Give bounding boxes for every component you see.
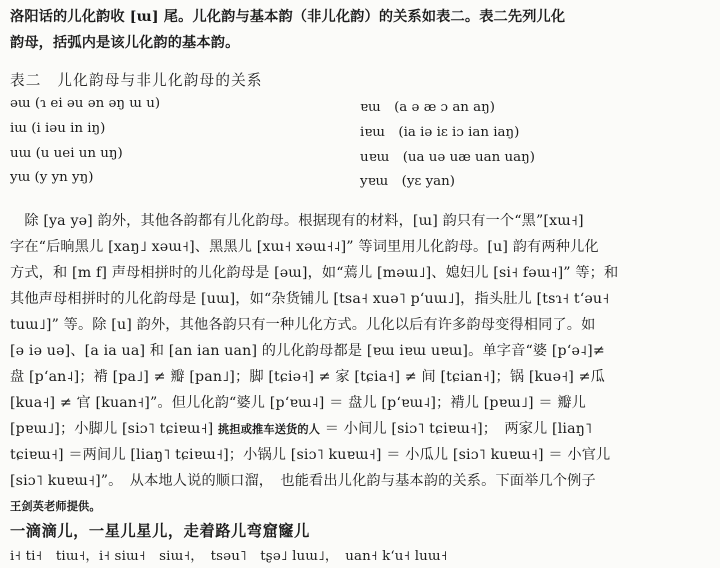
body-line: [kua˧] ≠ 官 [kuan˧]”。但儿化韵“婆儿 [pʻɐɯ˨] ＝ 盘儿 [pʻɐɯ˨]；褙儿 [pɐɯ˩] ＝ 瓣儿 [10,395,586,411]
table-cell-right: uɐɯ (ua uə uæ uan uaŋ) [360,150,536,165]
body-line [10,418,710,438]
table-cell-left: əɯ (ɿ ei əu ən əŋ ɯ u) [10,96,161,111]
table-row [10,121,710,143]
table-cell-left: uɯ (u uei un uŋ) [10,146,123,161]
body-line: 字在“后晌黑儿 [xaŋ˩ xəɯ˧]、黑黑儿 [xɯ˧ xəɯ˧˨]” 等词里用儿化韵母。[u] 韵有两种儿化 [10,239,599,255]
example-ipa: i˧ ti˧ tiɯ˧，i˧ siɯ˧ siɯ˧， tsəu˥ tʂə˩ luɯ˩， uan˧ kʻu˧ luɯ˧ [10,549,448,564]
example-hanzi: 一滴滴儿，一星儿星儿，走着路儿弯窟窿儿 [10,522,310,540]
table-cell-left: iɯ (i iəu in iŋ) [10,121,106,136]
body-line: 除 [ya yə] 韵外，其他各韵都有儿化韵母。根据现有的材料，[ɯ] 韵只有一个“黑”[xɯ˧] [10,213,584,229]
body-line: [siɔ˥ kuɐɯ˧]”。 从本地人说的顺口溜， 也能看出儿化韵与基本韵的关系。下面举几个例子 [10,473,596,489]
body-line-part: ＝ 小间儿 [siɔ˥ tɕiɐɯ˧]； 两家儿 [liaŋ˥ [324,421,593,437]
intro-line-2: 韵母，括弧内是该儿化韵的基本韵。 [10,35,240,51]
body-line: tuɯ˩]” 等。除 [u] 韵外，其他各韵只有一种儿化方式。儿化以后有许多韵母变得相同了。如 [10,317,596,333]
table-row [10,96,710,118]
body-line: 盘 [pʻan˨]；褙 [pa˩] ≠ 瓣 [pan˩]；脚 [tɕiə˧] ≠ 家 [tɕia˧] ≠ 间 [tɕian˧]；锅 [kuə˧] ≠瓜 [10,369,606,385]
intro-line-1: 洛阳话的儿化韵收 [ɯ] 尾。儿化韵与基本韵（非儿化韵）的关系如表二。表二先列儿化 [10,9,566,25]
body-small-note: 挑担或推车送货的人 [218,422,321,436]
body-line: 方式，和 [m f] 声母相拼时的儿化韵母是 [əɯ]，如“蔫儿 [məɯ˩]、媳妇儿 [si˧ fəɯ˧]” 等；和 [10,265,619,281]
table-row [10,146,710,168]
table-cell-right: yɐɯ (yɛ yan) [360,174,456,189]
table-caption: 表二 儿化韵母与非儿化韵母的关系 [10,72,263,89]
body-line: tɕiɐɯ˧] ＝两间儿 [liaŋ˥ tɕiɐɯ˧]；小锅儿 [siɔ˥ kuɐɯ˧] ＝ 小瓜儿 [siɔ˥ kuɐɯ˧] ＝ 小官儿 [10,447,611,463]
body-line-part: [pɐɯ˩]；小脚儿 [siɔ˥ tɕiɐɯ˧] [10,421,214,437]
body-line: 其他声母相拼时的儿化韵母是 [uɯ]，如“杂货铺儿 [tsa˧ xuə˥ pʻuɯ˩]，指头肚儿 [tsɿ˧ tʻəu˧ [10,291,610,307]
credit-note: 王剑英老师提供。 [10,499,101,513]
body-line: [ə iə uə]、[a ia ua] 和 [an ian uan] 的儿化韵母都是 [ɐɯ iɐɯ uɐɯ]。单字音“婆 [pʻə˨]≠ [10,343,605,359]
table-cell-left: yɯ (y yn yŋ) [10,170,94,185]
table-cell-right: ɐɯ (a ə æ ɔ an aŋ) [360,100,496,115]
table-row [10,170,710,192]
table-cell-right: iɐɯ (ia iə iɛ iɔ ian iaŋ) [360,125,520,140]
